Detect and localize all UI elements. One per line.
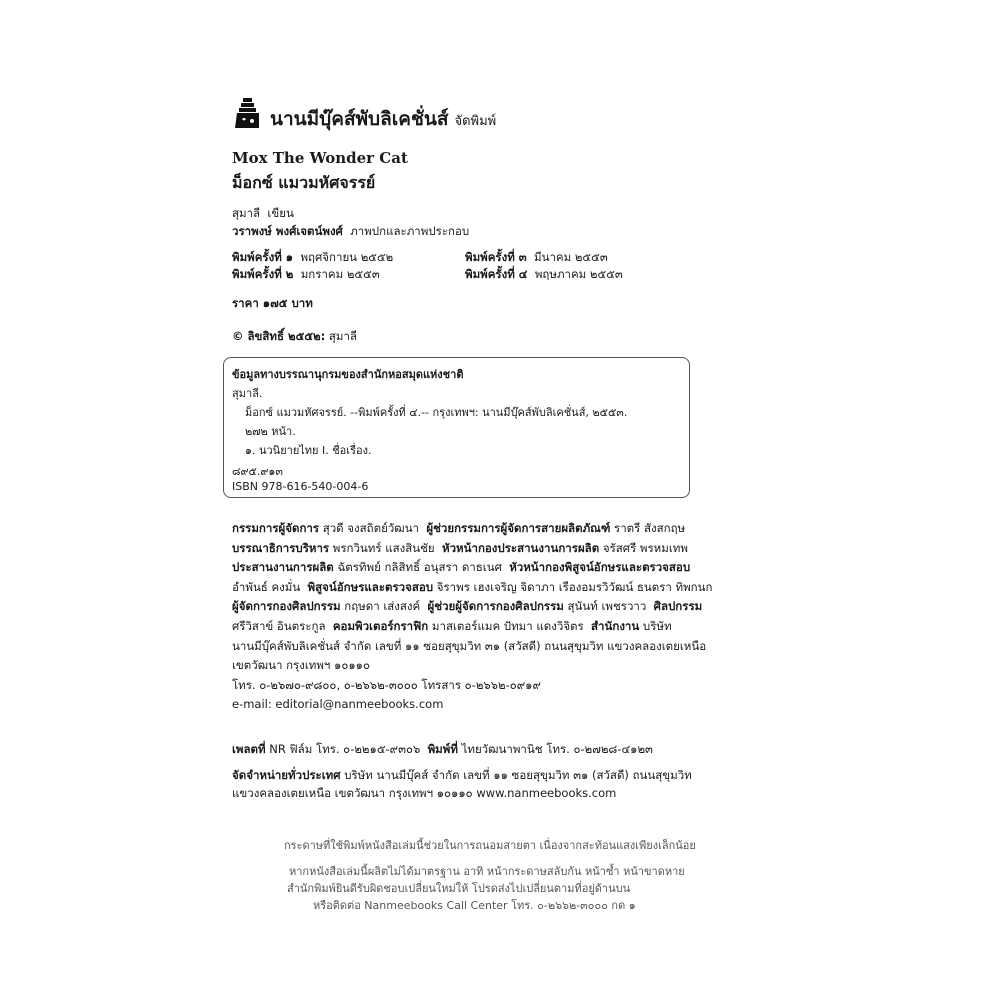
distribution-line-1 bbox=[232, 767, 692, 785]
cip-pages: ๒๗๒ หน้า. bbox=[245, 425, 296, 438]
printing-2 bbox=[232, 266, 380, 284]
credit-label: ผู้จัดการกองศิลปกรรม bbox=[232, 599, 341, 614]
printing-4 bbox=[465, 266, 623, 284]
book-title-english: Mox The Wonder Cat bbox=[232, 149, 408, 167]
credit-label: คอมพิวเตอร์กราฟิก bbox=[332, 618, 429, 633]
credit-label: ศิลปกรรม bbox=[653, 599, 703, 614]
copyright-holder: สุมาลี bbox=[328, 329, 357, 343]
defect-notice-2: สำนักพิมพ์ยินดีรับผิดชอบเปลี่ยนใหม่ให้ โปรดส่งไปเปลี่ยนตามที่อยู่ด้านบน bbox=[287, 882, 631, 895]
credits-row bbox=[232, 539, 780, 559]
credit-label: ผู้ช่วยผู้จัดการกองศิลปกรรม bbox=[427, 599, 564, 614]
credit-value: อำพันธ์ คงมั่น bbox=[232, 579, 301, 594]
illustrator-line bbox=[232, 223, 469, 241]
credits-row bbox=[232, 519, 780, 539]
author-role: เขียน bbox=[267, 206, 294, 220]
printing-3-date: มีนาคม ๒๕๕๓ bbox=[534, 250, 608, 264]
credits-row: โทร. ๐-๒๖๗๐-๙๘๐๐, ๐-๒๖๖๒-๓๐๐๐ โทรสาร ๐-๒๖๖๒-๐๙๑๙ bbox=[232, 677, 541, 692]
credit-label: สำนักงาน bbox=[591, 618, 640, 633]
credit-value: ราตรี สังสกฤษ bbox=[614, 521, 686, 535]
price: ราคา ๑๗๕ บาท bbox=[232, 296, 313, 310]
credit-label: หัวหน้ากองประสานงานการผลิต bbox=[442, 540, 600, 555]
credit-value: บริษัท bbox=[642, 618, 672, 633]
credit-label: พิสูจน์อักษรและตรวจสอบ bbox=[307, 579, 434, 594]
distribution-line-2: แขวงคลองเตยเหนือ เขตวัฒนา กรุงเทพฯ ๑๐๑๑๐ www.nanmeebooks.com bbox=[232, 786, 617, 800]
credit-label: บรรณาธิการบริหาร bbox=[232, 540, 330, 555]
publisher-name bbox=[270, 104, 496, 134]
cip-isbn: ISBN 978-616-540-004-6 bbox=[232, 480, 369, 493]
credit-value: ศรีวิสาข์ อินตระกูล bbox=[232, 618, 326, 633]
credits-row: นานมีบุ๊คส์พับลิเคชั่นส์ จำกัด เลขที่ ๑๑ ซอยสุขุมวิท ๓๑ (สวัสดี) ถนนสุขุมวิท แขวงคลองเตยเหนือ bbox=[232, 638, 707, 653]
book-title-thai: ม็อกซ์ แมวมหัศจรรย์ bbox=[232, 173, 376, 192]
cip-subjects: ๑. นวนิยายไทย I. ชื่อเรื่อง. bbox=[245, 444, 372, 457]
printing-1 bbox=[232, 249, 393, 267]
distribution-label: จัดจำหน่ายทั่วประเทศ bbox=[232, 768, 341, 782]
publisher-name-text: นานมีบุ๊คส์พับลิเคชั่นส์ bbox=[270, 108, 449, 130]
credits-block bbox=[232, 519, 780, 715]
credit-value: จรัสศรี พรหมเทพ bbox=[602, 540, 688, 555]
cip-heading: ข้อมูลทางบรรณานุกรมของสำนักหอสมุดแห่งชาติ bbox=[232, 368, 464, 381]
cip-author: สุมาลี. bbox=[232, 387, 263, 400]
plate-value: NR ฟิล์ม โทร. ๐-๒๒๑๕-๙๓๐๖ bbox=[269, 742, 421, 756]
printing-4-date: พฤษภาคม ๒๕๕๓ bbox=[534, 267, 623, 281]
credit-label: หัวหน้ากองพิสูจน์อักษรและตรวจสอบ bbox=[509, 560, 691, 575]
paper-notice: กระดาษที่ใช้พิมพ์หนังสือเล่มนี้ช่วยในการถนอมสายตา เนื่องจากสะท้อนแสงเพียงเล็กน้อย bbox=[284, 839, 696, 852]
credits-row bbox=[232, 597, 780, 617]
publisher-suffix: จัดพิมพ์ bbox=[454, 114, 497, 129]
credits-row bbox=[232, 617, 780, 637]
credit-value: มาสเตอร์แมค ปัทมา แดงวิจิตร bbox=[431, 618, 584, 633]
printer-label: พิมพ์ที่ bbox=[427, 742, 458, 756]
printing-3 bbox=[465, 249, 608, 267]
credit-label: ประสานงานการผลิต bbox=[232, 560, 334, 575]
credit-value: สุนันท์ เพชรวาว bbox=[567, 599, 647, 614]
defect-notice-1: หากหนังสือเล่มนี้ผลิตไม่ได้มาตรฐาน อาทิ หน้ากระดาษสลับกัน หน้าซ้ำ หน้าขาดหาย bbox=[289, 865, 685, 878]
printing-1-label: พิมพ์ครั้งที่ ๑ bbox=[232, 250, 294, 264]
printer-value: ไทยวัฒนาพานิช โทร. ๐-๒๗๒๘-๔๑๒๓ bbox=[461, 742, 653, 756]
credits-row: เขตวัฒนา กรุงเทพฯ ๑๐๑๑๐ bbox=[232, 658, 370, 673]
credit-value: จิราพร เฮงเจริญ จิดาภา เรืองอมรวิวัฒน์ ธนตรา ทิพกนก bbox=[436, 579, 713, 594]
author-name: สุมาลี bbox=[232, 206, 261, 220]
cip-class-number: ๘๙๕.๙๑๓ bbox=[232, 465, 283, 478]
copyright-label: © ลิขสิทธิ์ ๒๕๕๒: bbox=[232, 329, 326, 343]
printing-2-date: มกราคม ๒๕๕๓ bbox=[300, 267, 380, 281]
credit-label: กรรมการผู้จัดการ bbox=[232, 521, 320, 535]
printing-3-label: พิมพ์ครั้งที่ ๓ bbox=[465, 250, 527, 264]
credits-row bbox=[232, 558, 780, 578]
credit-value: พรกวินทร์ แสงสินชัย bbox=[332, 540, 435, 555]
illustrator-name: วราพงษ์ พงศ์เจตน์พงศ์ bbox=[232, 224, 343, 238]
printing-info bbox=[232, 741, 653, 759]
distribution-address: บริษัท นานมีบุ๊คส์ จำกัด เลขที่ ๑๑ ซอยสุขุมวิท ๓๑ (สวัสดี) ถนนสุขุมวิท bbox=[344, 768, 692, 782]
printing-2-label: พิมพ์ครั้งที่ ๒ bbox=[232, 267, 294, 281]
illustrator-role: ภาพปกและภาพประกอบ bbox=[350, 224, 470, 238]
credit-value: ฉัตรทิพย์ กลิสิทธิ์ อนุสรา ดาธเนศ bbox=[337, 560, 502, 575]
author-line bbox=[232, 205, 294, 223]
copyright-line bbox=[232, 328, 357, 346]
credits-row bbox=[232, 578, 780, 598]
credits-email: e-mail: editorial@nanmeebooks.com bbox=[232, 697, 444, 712]
printing-1-date: พฤศจิกายน ๒๕๕๒ bbox=[300, 250, 394, 264]
credit-value: กฤษดา เส่งสงค์ bbox=[344, 599, 421, 614]
plate-label: เพลตที่ bbox=[232, 742, 266, 756]
cip-entry: ม็อกซ์ แมวมหัศจรรย์. --พิมพ์ครั้งที่ ๔.-- กรุงเทพฯ: นานมีบุ๊คส์พับลิเคชั่นส์, ๒๕๕๓. bbox=[245, 406, 628, 419]
credit-label: ผู้ช่วยกรรมการผู้จัดการสายผลิตภัณฑ์ bbox=[426, 521, 611, 535]
credit-value: สุวดี จงสถิตย์วัฒนา bbox=[322, 521, 420, 535]
call-center-notice: หรือติดต่อ Nanmeebooks Call Center โทร. ๐-๒๖๖๒-๓๐๐๐ กด ๑ bbox=[313, 899, 636, 912]
publisher-logo-icon bbox=[232, 97, 264, 129]
printing-4-label: พิมพ์ครั้งที่ ๔ bbox=[465, 267, 528, 281]
